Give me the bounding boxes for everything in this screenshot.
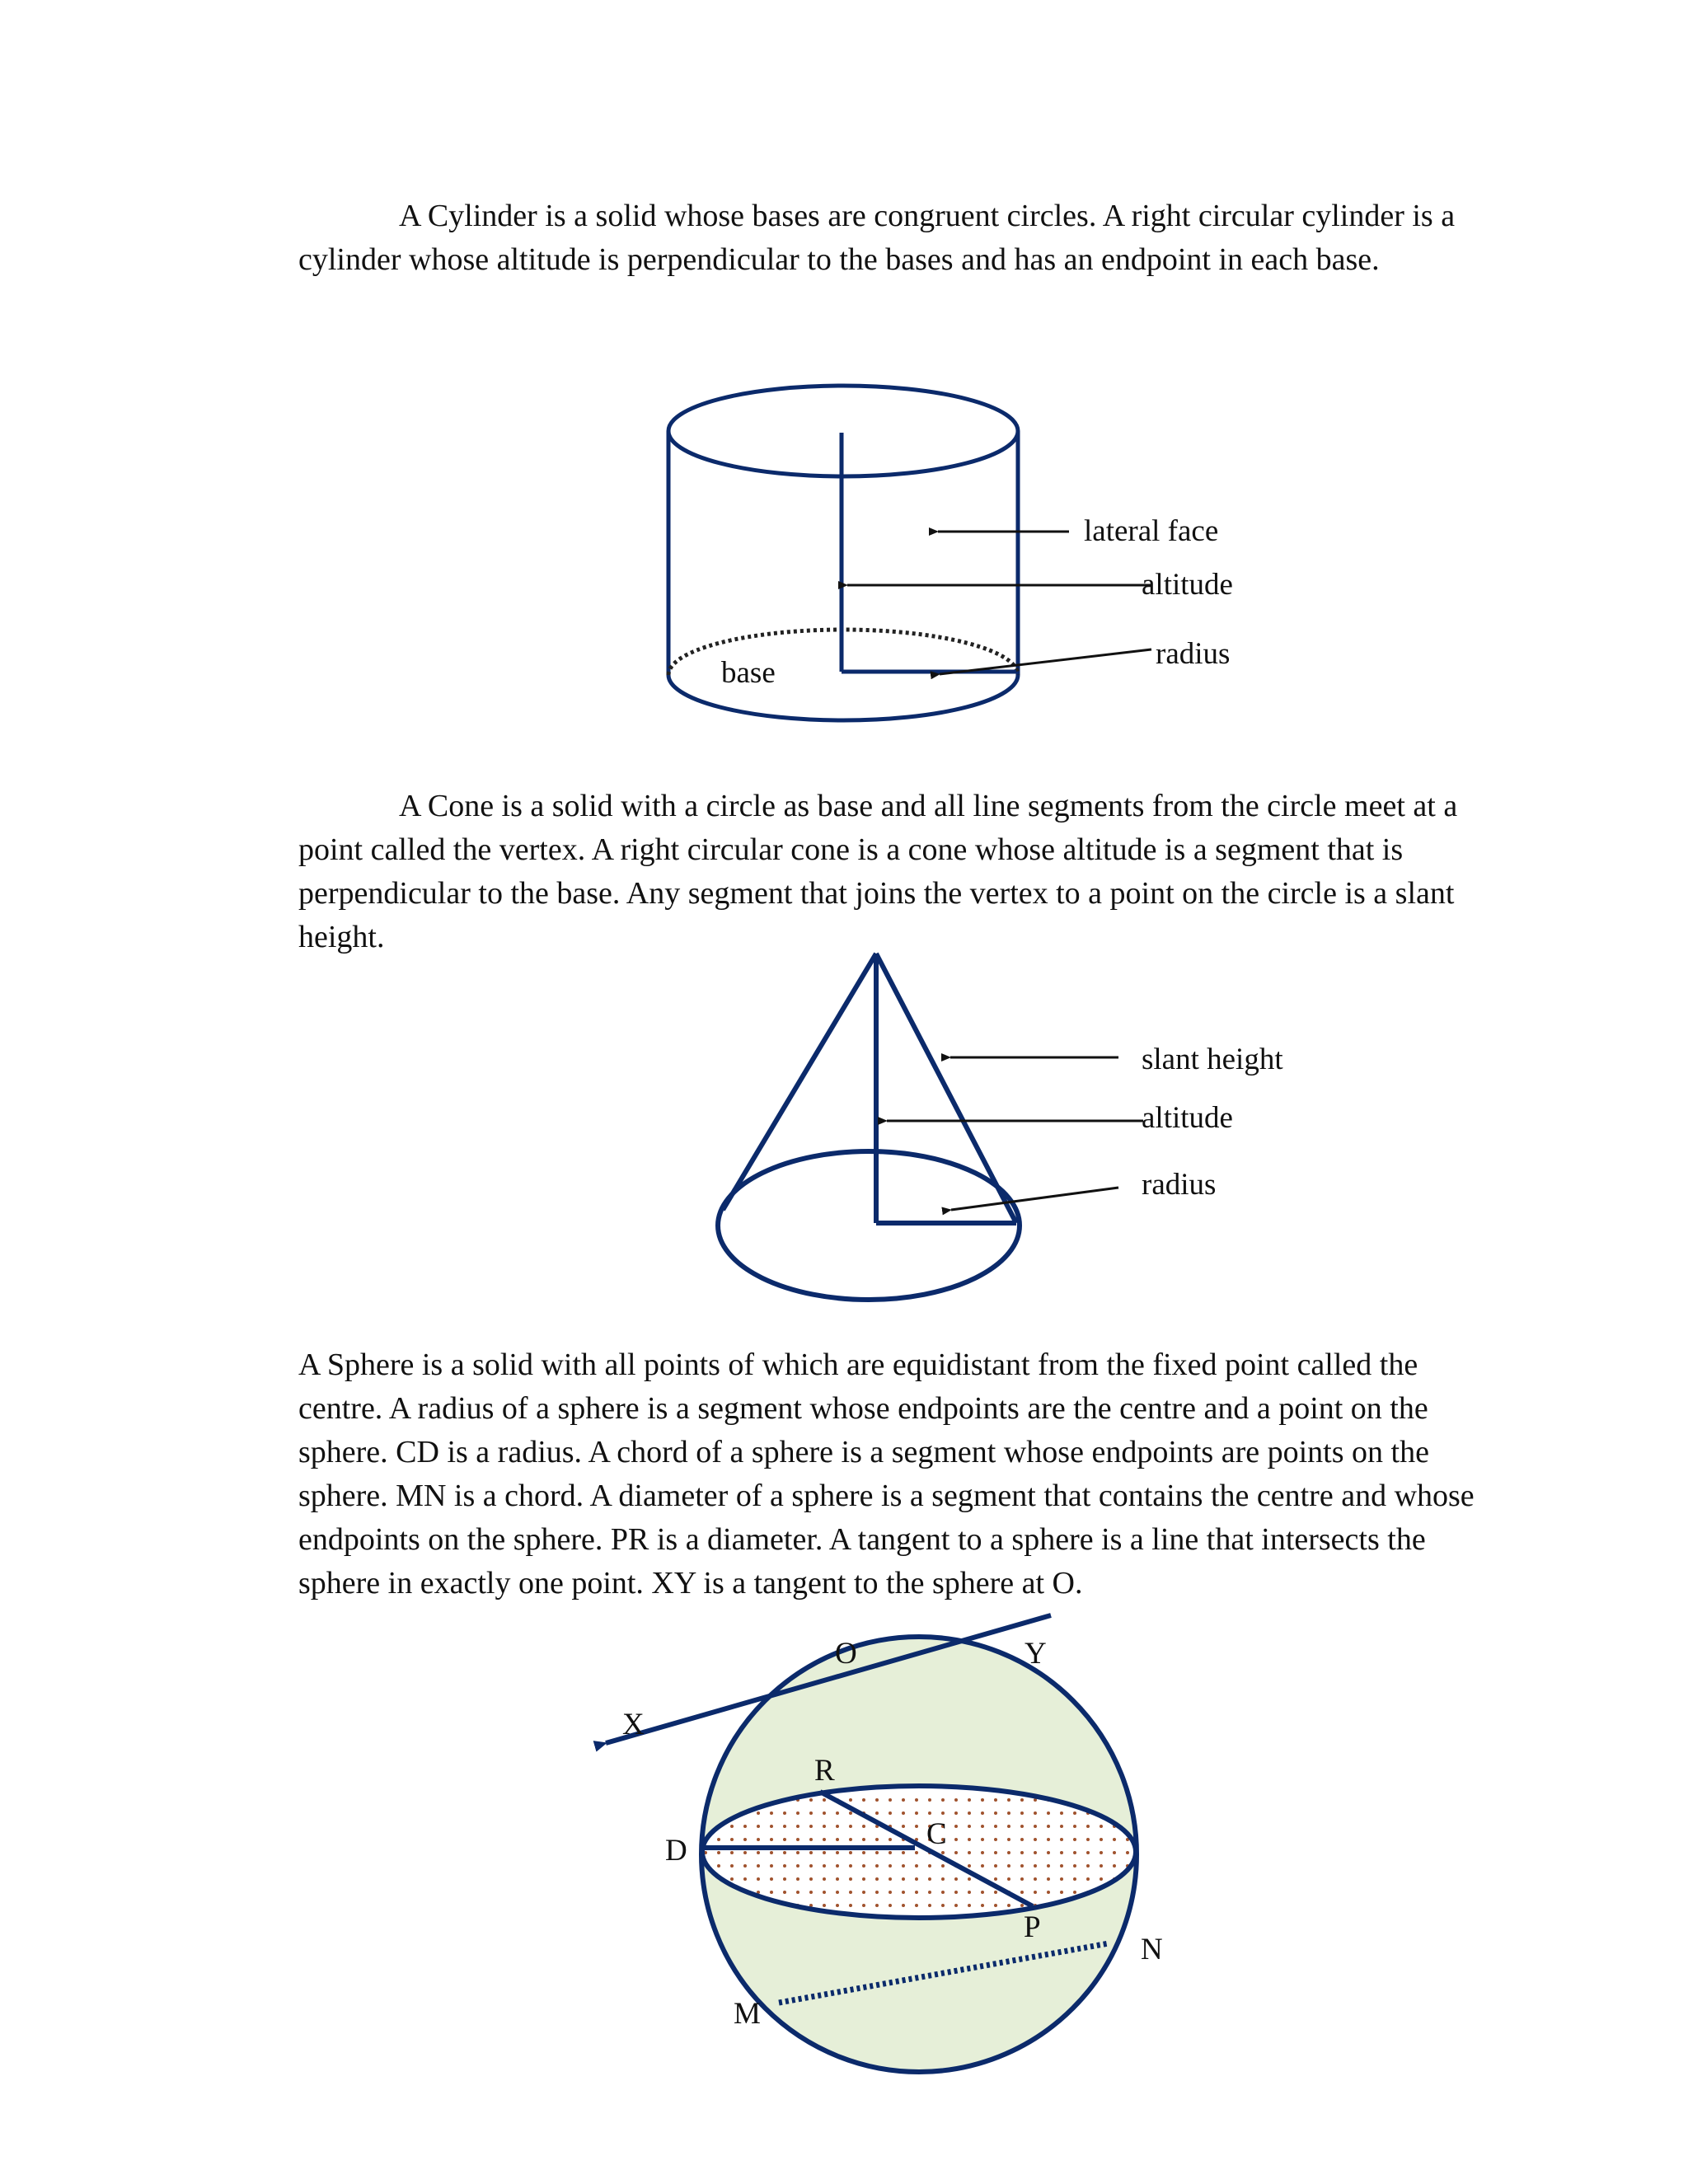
label-X: X: [622, 1708, 645, 1741]
label-N: N: [1141, 1933, 1163, 1966]
label-O: O: [835, 1637, 857, 1671]
cross-section-dots: [702, 1786, 1136, 1918]
label-M: M: [734, 1997, 761, 2031]
label-lateral-face: lateral face: [1084, 514, 1219, 548]
label-cone-radius: radius: [1142, 1168, 1217, 1202]
sphere-definition: A Sphere is a solid with all points of which are equidistant from the fixed point called the centre. A radius of a sphere is a segment whose endpoints are the centre and a point on the sphere. CD is a radius. A chord of a sphere is a segment whose endpoints are points on the sphere. MN is a chord. A diameter of a sphere is a segment that contains the centre and whose endpoints on the sphere. PR is a diameter. A tangent to a sphere is a line that intersects the sphere in exactly one point. XY is a tangent to the sphere at O.: [298, 1347, 1475, 1601]
label-Y: Y: [1025, 1637, 1047, 1671]
cone-definition: A Cone is a solid with a circle as base and all line segments from the circle meet at a point called the vertex. A right circular cone is a cone whose altitude is a segment that is perpendicular to the base. Any segment that joins the vertex to a point on the circle is a slant height.: [298, 789, 1458, 954]
label-C: C: [926, 1817, 947, 1851]
label-cone-altitude: altitude: [1142, 1101, 1233, 1135]
label-D: D: [665, 1834, 687, 1868]
label-cyl-altitude: altitude: [1142, 568, 1233, 602]
label-cyl-base: base: [721, 656, 776, 690]
cylinder-definition: A Cylinder is a solid whose bases are congruent circles. A right circular cylinder is a cylinder whose altitude is perpendicular to the bases and has an endpoint in each base.: [298, 199, 1456, 277]
label-P: P: [1024, 1910, 1041, 1944]
label-cyl-radius: radius: [1156, 637, 1231, 671]
label-R: R: [814, 1754, 835, 1788]
label-slant-height: slant height: [1142, 1043, 1283, 1076]
